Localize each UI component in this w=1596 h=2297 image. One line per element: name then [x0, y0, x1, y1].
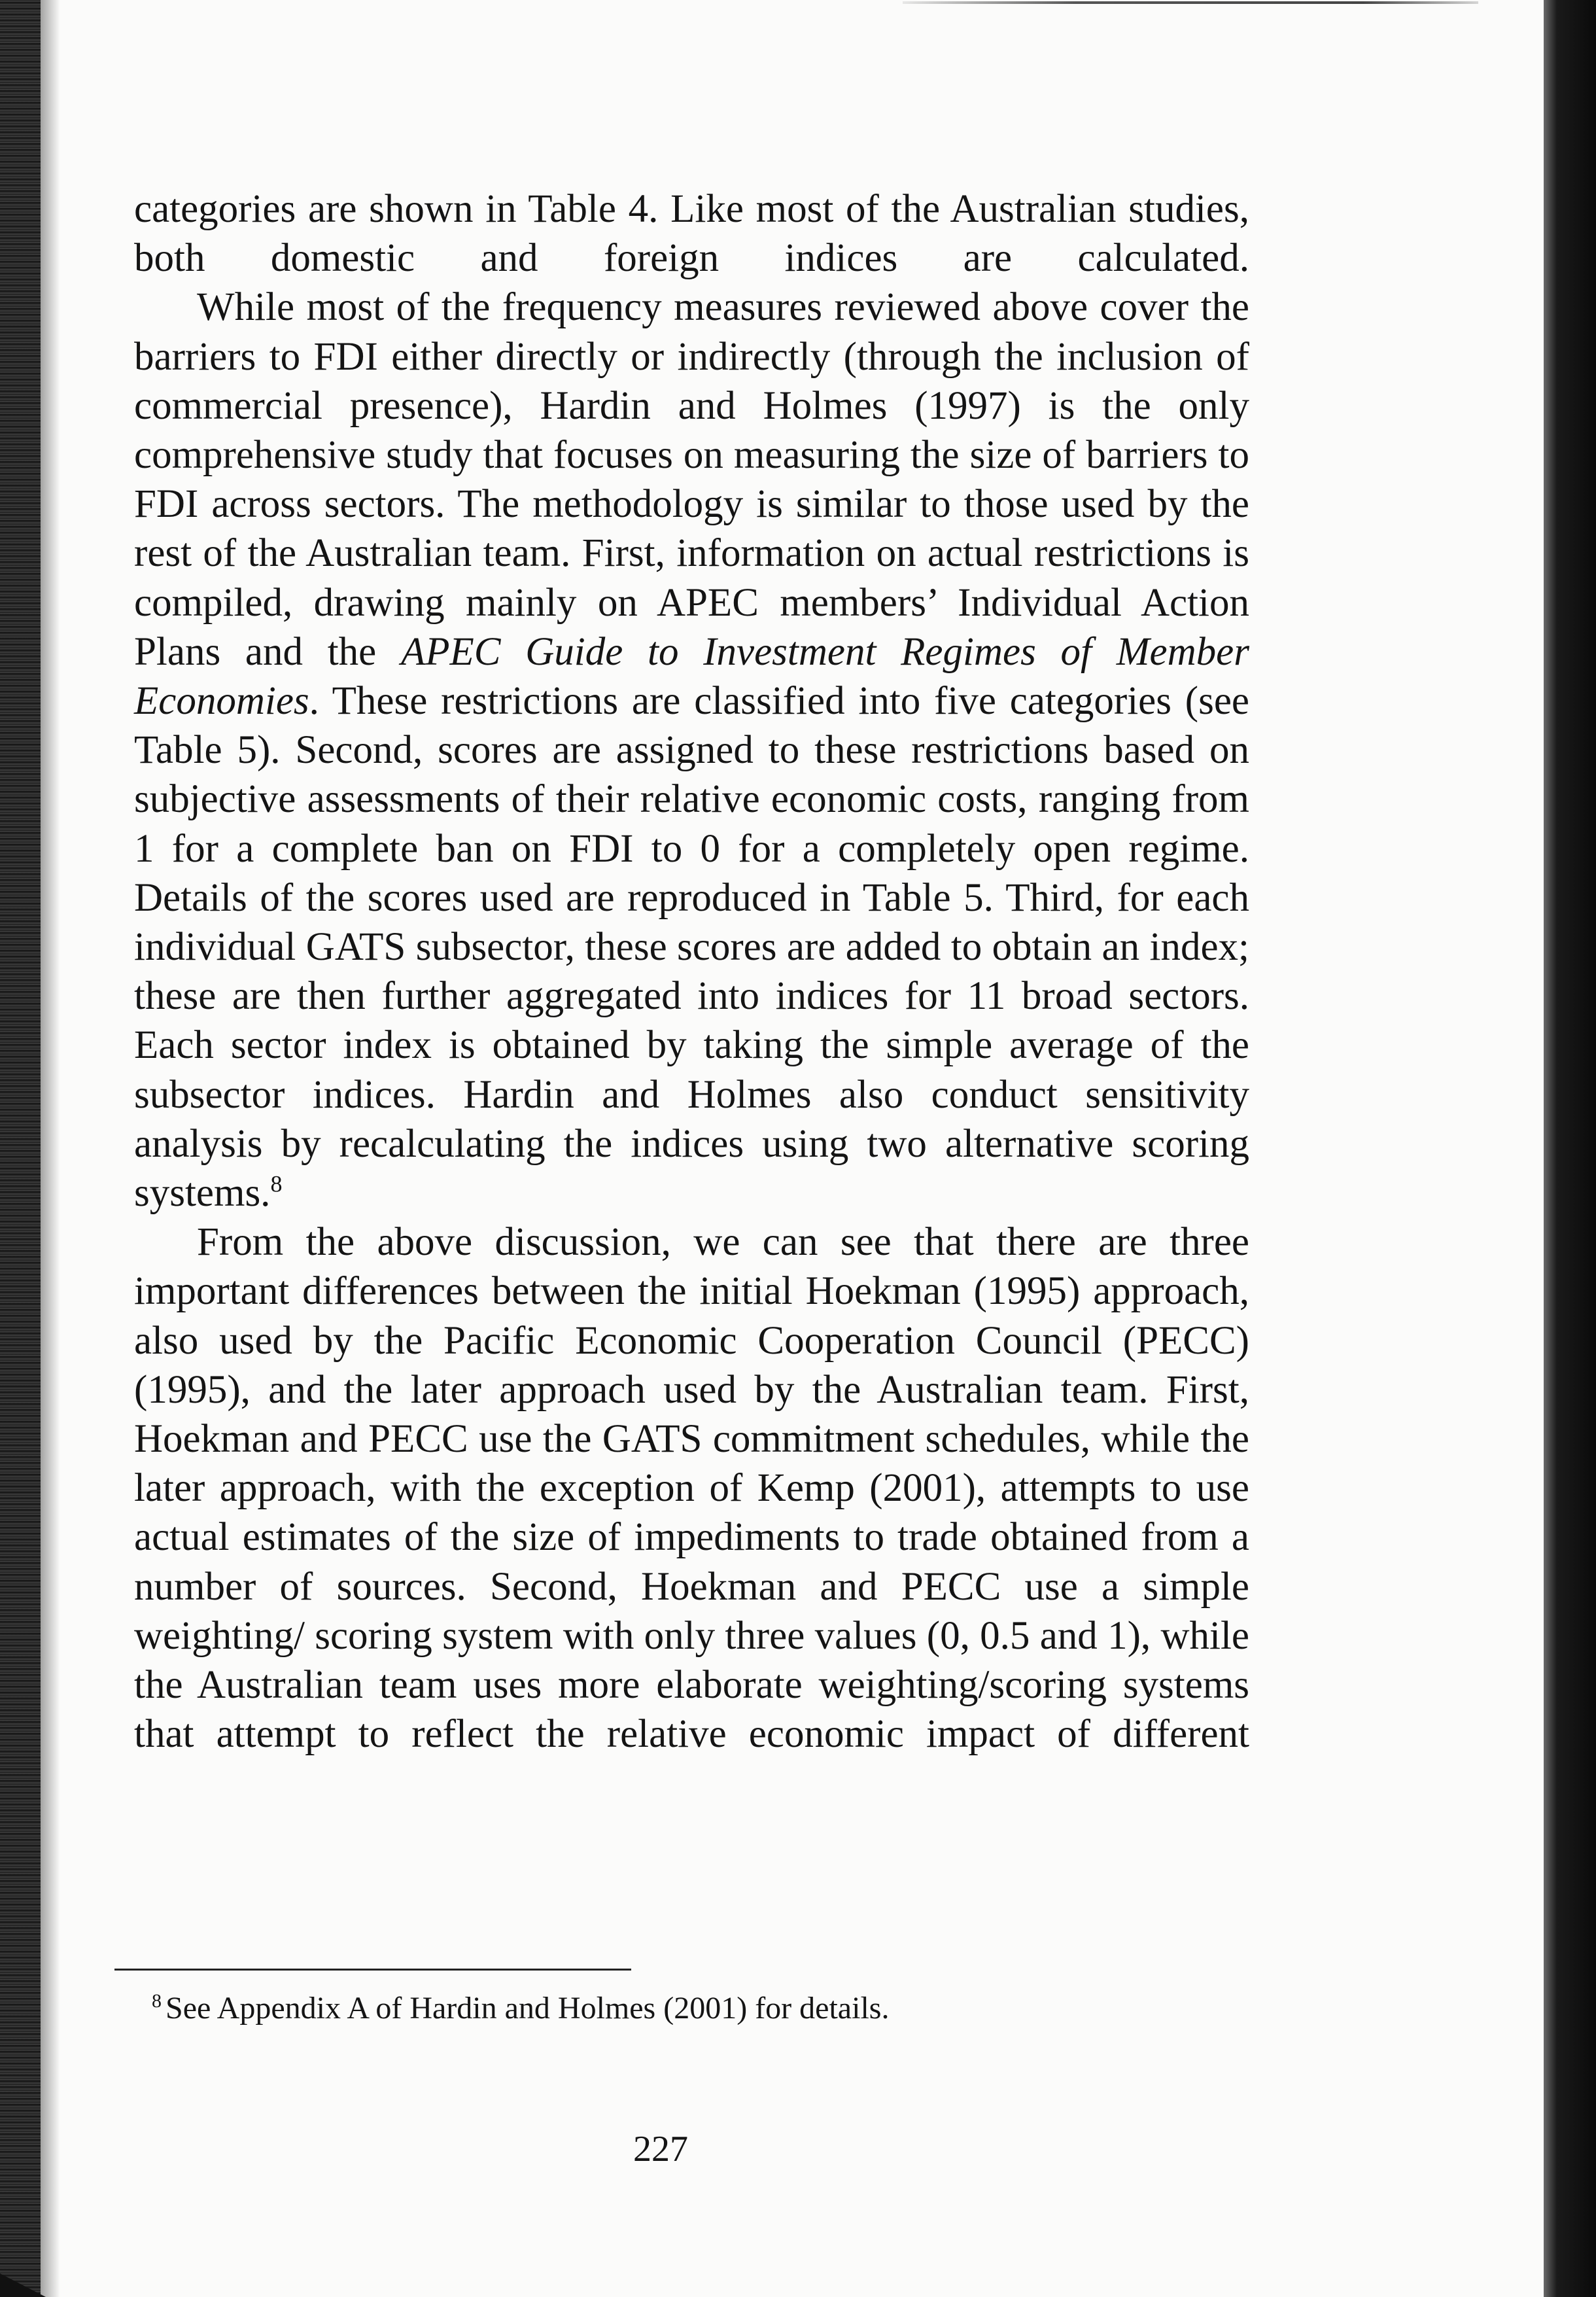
scan-binding-shadow-left	[0, 0, 41, 2297]
paragraph-differences	[134, 1218, 1249, 1759]
footnote-divider	[114, 1969, 631, 1971]
paragraph-text: . These restrictions are classified into five categories (see Table 5). Second, scores are assigned to these restrictions based on subjective assessments of their relative economic costs, ranging from 1 for a complete ban on FDI to 0 for a completely open regime. Details of the scores used are reproduced in Table 5. Third, for each individual GATS subsector, these scores are added to obtain an index; these are then further aggregated into indices for 11 broad sectors. Each sector index is obtained by taking the simple average of the subsector indices. Hardin and Holmes also conduct sensitivity analysis by recalculating the indices using two alternative scoring systems.	[134, 679, 1249, 1216]
paragraph-text: From the above discussion, we can see that there are three important differences between the initial Hoekman (1995) approach, also used by the Pacific Economic Cooperation Council (PECC) (1995), and the later approach used by the Australian team. First, Hoekman and PECC use the GATS commitment schedules, while the later approach, with the exception of Kemp (2001), attempts to use actual estimates of the size of impediments to trade obtained from a number of sources. Second, Hoekman and PECC use a simple weighting/ scoring system with only three values (0, 0.5 and 1), while the Australian team uses more elaborate weighting/scoring systems that attempt to reflect the relative economic impact of different	[134, 1220, 1249, 1757]
footnote-marker: 8	[152, 1990, 162, 2012]
scan-corner-mark	[0, 2273, 46, 2297]
scan-top-edge	[903, 1, 1478, 4]
paragraph-hardin-holmes	[134, 283, 1249, 1218]
paragraph-text: While most of the frequency measures reviewed above cover the barriers to FDI either directly or indirectly (through the inclusion of commercial presence), Hardin and Holmes (1997) is the only comprehensive study that focuses on measuring the size of barriers to FDI across sectors. The methodology is similar to those used by the rest of the Australian team. First, information on actual restrictions is compiled, drawing mainly on APEC members’ Individual Action Plans and the	[134, 285, 1249, 674]
footnote-text: See Appendix A of Hardin and Holmes (2001) for details.	[165, 1991, 890, 2025]
scan-binding-gradient-left	[41, 0, 60, 2297]
scan-edge-shadow-right	[1544, 0, 1596, 2297]
footnote	[152, 1989, 1133, 2028]
footnote-reference: 8	[270, 1170, 283, 1197]
paragraph-continuation	[134, 184, 1249, 283]
body-text	[134, 184, 1249, 1759]
italic-publication-title: APEC Guide to Investment Regimes of Member Economies	[134, 629, 1249, 724]
page-number: 227	[633, 2129, 688, 2169]
paragraph-text: categories are shown in Table 4. Like most of the Australian studies, both domestic and foreign indices are calculated.	[134, 187, 1249, 281]
